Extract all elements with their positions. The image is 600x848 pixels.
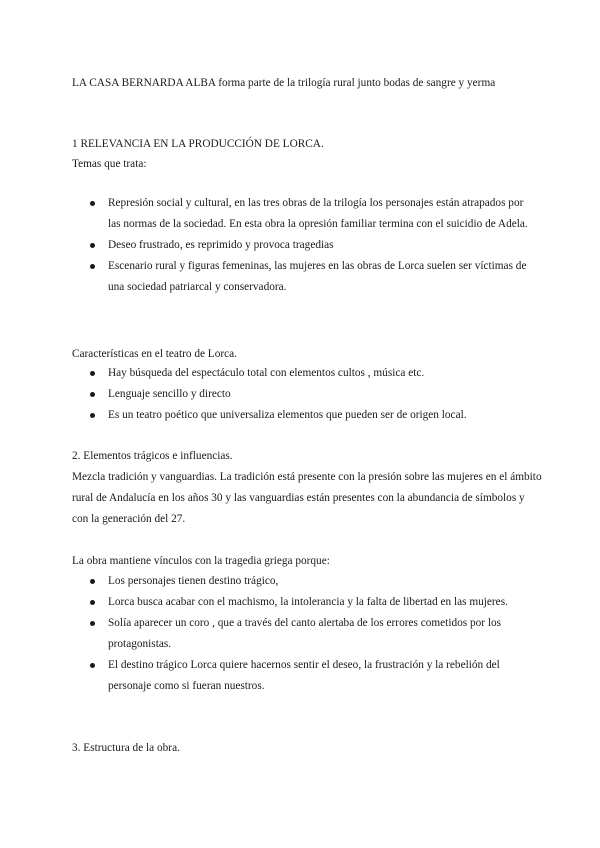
list-item: Lorca busca acabar con el machismo, la intolerancia y la falta de libertad en las mujeres. (90, 592, 535, 613)
list-item: Es un teatro poético que universaliza elementos que pueden ser de origen local. (90, 405, 535, 426)
section-2-heading: 2. Elementos trágicos e influencias. (72, 450, 233, 462)
list-item: Escenario rural y figuras femeninas, las mujeres en las obras de Lorca suelen ser víctimas de una sociedad patriarcal y conservadora. (90, 256, 535, 298)
section-1-heading: 1 RELEVANCIA EN LA PRODUCCIÓN DE LORCA. (72, 138, 324, 150)
list-item: Hay búsqueda del espectáculo total con elementos cultos , música etc. (90, 363, 535, 384)
list-item: Los personajes tienen destino trágico, (90, 571, 535, 592)
list-item: Lenguaje sencillo y directo (90, 384, 535, 405)
section-1-subheading: Temas que trata: (72, 158, 147, 170)
list-item: Solía aparecer un coro , que a través del canto alertaba de los errores cometidos por los protagonistas. (90, 613, 535, 655)
characteristics-list (90, 363, 535, 426)
characteristics-heading: Características en el teatro de Lorca. (72, 348, 237, 360)
section-3-heading: 3. Estructura de la obra. (72, 742, 180, 754)
intro-paragraph: LA CASA BERNARDA ALBA forma parte de la trilogía rural junto bodas de sangre y yerma (72, 77, 496, 89)
greek-tragedy-subheading: La obra mantiene vínculos con la tragedia griega porque: (72, 555, 330, 567)
greek-tragedy-list (90, 571, 535, 697)
list-item: Represión social y cultural, en las tres obras de la trilogía los personajes están atrapados por las normas de la sociedad. En esta obra la opresión familiar termina con el suicidio de Adela. (90, 193, 535, 235)
list-item: El destino trágico Lorca quiere hacernos sentir el deseo, la frustración y la rebelión del personaje como si fueran nuestros. (90, 655, 535, 697)
section-2-paragraph: Mezcla tradición y vanguardias. La tradición está presente con la presión sobre las mujeres en el ámbito rural de Andalucía en los años 30 y las vanguardias están presentes con la abundancia de símbolos y con la generación del 27. (72, 471, 542, 525)
list-item: Deseo frustrado, es reprimido y provoca tragedias (90, 235, 535, 256)
themes-list (90, 193, 535, 298)
